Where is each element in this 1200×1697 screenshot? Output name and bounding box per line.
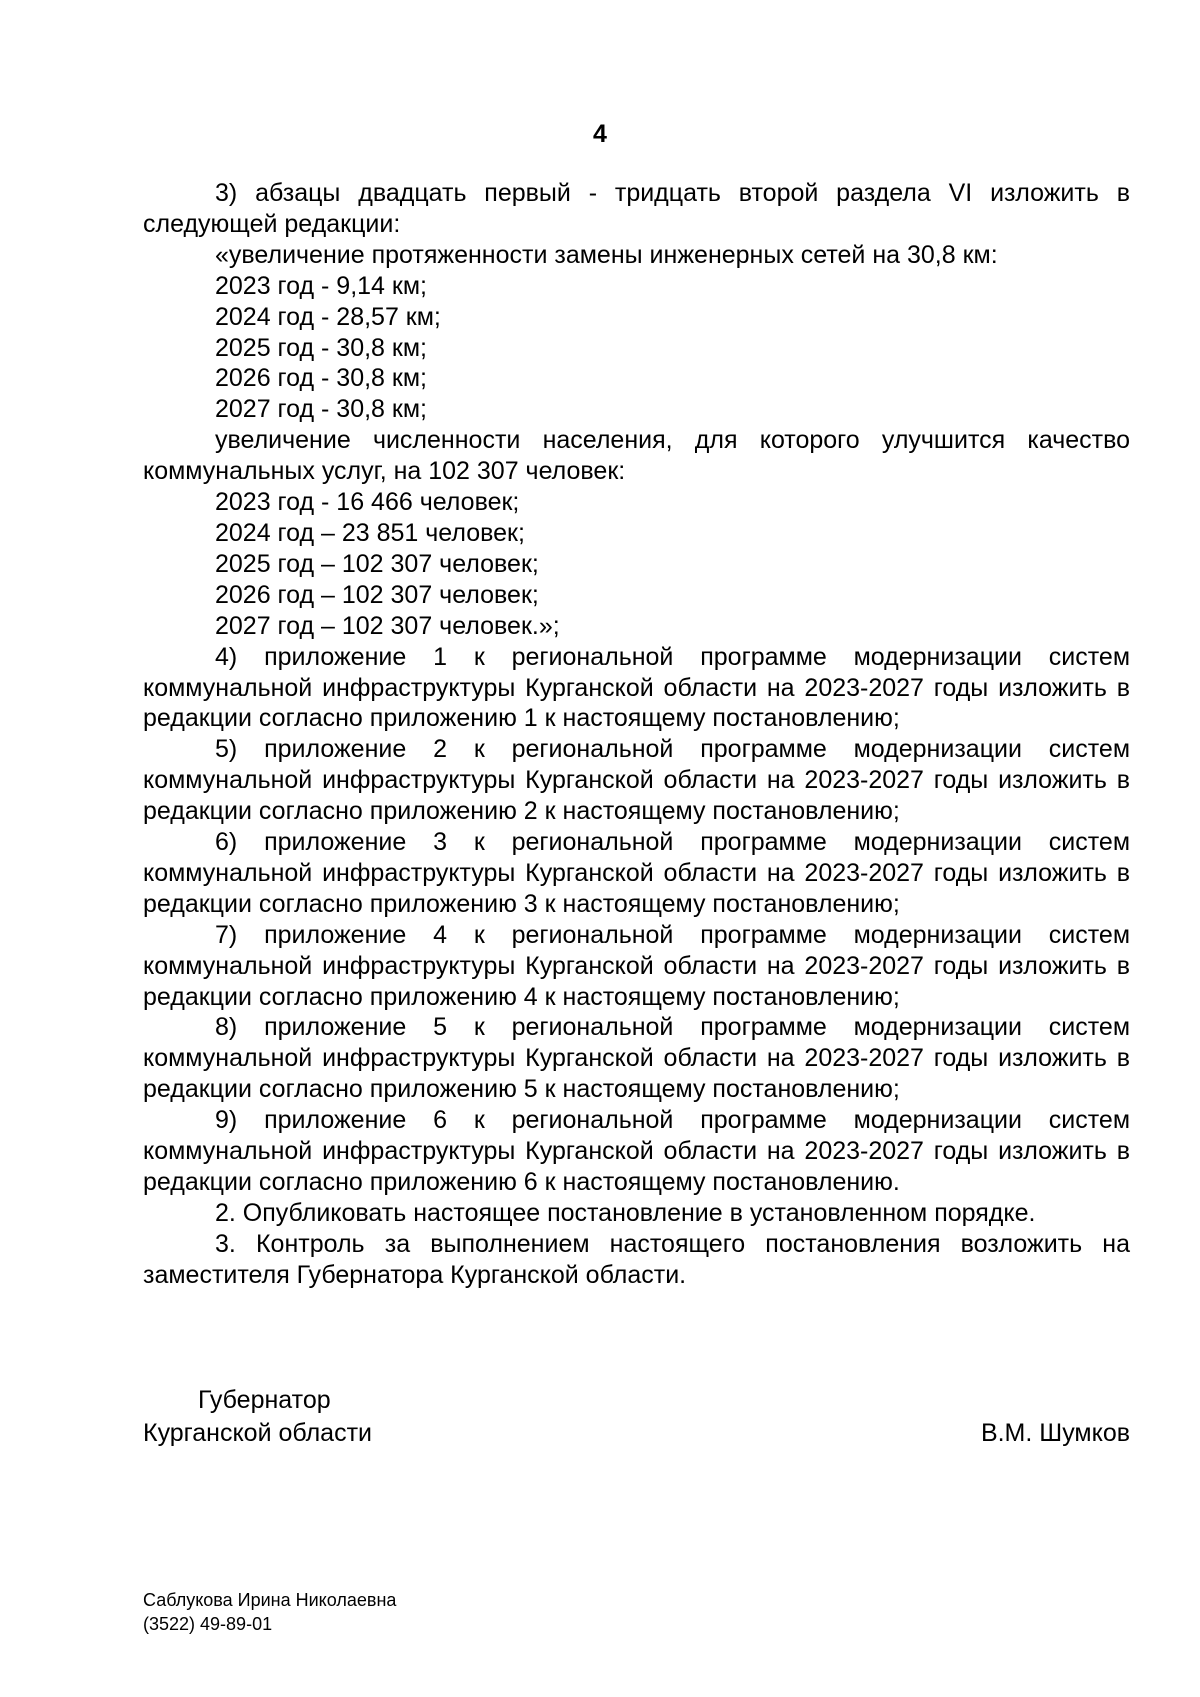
population-heading: увеличение численности населения, для которого улучшится качество коммунальных услуг, на 102 307 человек: [143,426,1130,486]
networks-year-2026: 2026 год - 30,8 км; [215,364,427,393]
networks-year-2027: 2027 год - 30,8 км; [215,395,427,424]
signatory-title-line-2: Курганской области [143,1419,373,1447]
item-6-appendix-3: 6) приложение 3 к региональной программе модернизации систем коммунальной инфраструктуры Курганской области на 2023-2027 годы изложить в редакции согласно приложению 3 к настоящему постановлению; [143,828,1130,918]
item-3-intro: 3) абзацы двадцать первый - тридцать второй раздела VI изложить в следующей редакции: [143,179,1130,238]
signatory-name: В.М. Шумков [980,1419,1130,1447]
networks-year-2024: 2024 год - 28,57 км; [215,302,441,331]
item-5-appendix-2: 5) приложение 2 к региональной программе модернизации систем коммунальной инфраструктуры Курганской области на 2023-2027 годы изложить в редакции согласно приложению 2 к настоящему постановлению; [143,735,1130,826]
signatory-title-line-1: Губернатор [198,1386,331,1414]
networks-heading: «увеличение протяженности замены инженерных сетей на 30,8 км: [215,240,998,269]
control-clause: 3. Контроль за выполнением настоящего постановления возложить на заместителя Губернатора Курганской области. [143,1229,1130,1289]
executor-block [143,1588,396,1636]
document-body [143,178,1130,1291]
executor-name: Саблукова Ирина Николаевна [143,1590,397,1610]
executor-phone: (3522) 49-89-01 [143,1614,273,1634]
population-year-2024: 2024 год – 23 851 человек; [215,518,525,547]
signatory-title [143,1384,372,1450]
publish-clause: 2. Опубликовать настоящее постановление в установленном порядке. [215,1198,1036,1227]
population-year-2026: 2026 год – 102 307 человек; [215,580,539,609]
networks-year-2025: 2025 год - 30,8 км; [215,333,427,362]
item-7-appendix-4: 7) приложение 4 к региональной программе модернизации систем коммунальной инфраструктуры Курганской области на 2023-2027 годы изложить в редакции согласно приложению 4 к настоящему постановлению; [143,920,1130,1011]
population-year-2023: 2023 год - 16 466 человек; [215,488,520,517]
population-year-2027: 2027 год – 102 307 человек.»; [215,611,560,640]
item-4-appendix-1: 4) приложение 1 к региональной программе модернизации систем коммунальной инфраструктуры Курганской области на 2023-2027 годы изложить в редакции согласно приложению 1 к настоящему постановлению; [143,642,1130,733]
networks-year-2023: 2023 год - 9,14 км; [215,271,427,300]
population-year-2025: 2025 год – 102 307 человек; [215,549,539,578]
item-9-appendix-6: 9) приложение 6 к региональной программе модернизации систем коммунальной инфраструктуры Курганской области на 2023-2027 годы изложить в редакции согласно приложению 6 к настоящему постановлению. [143,1106,1130,1196]
item-8-appendix-5: 8) приложение 5 к региональной программе модернизации систем коммунальной инфраструктуры Курганской области на 2023-2027 годы изложить в редакции согласно приложению 5 к настоящему постановлению; [143,1013,1130,1104]
page-number: 4 [593,120,607,148]
